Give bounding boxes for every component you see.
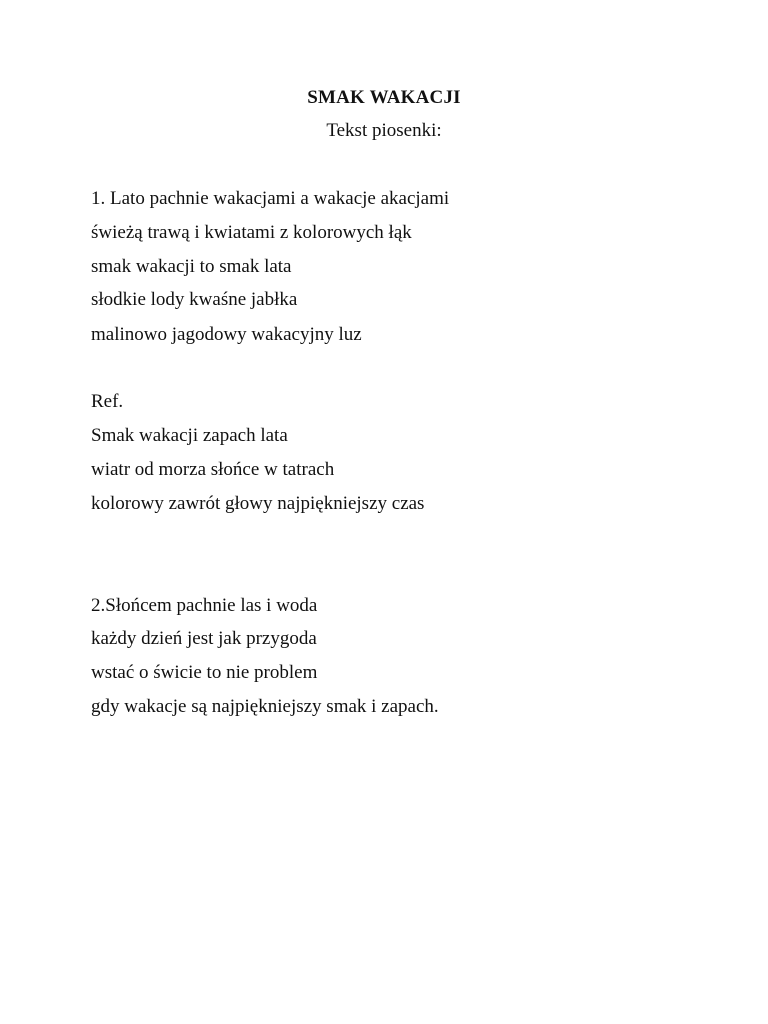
refrain-line-2: wiatr od morza słońce w tatrach [91, 459, 335, 480]
verse-2-line-3: wstać o świcie to nie problem [91, 662, 318, 683]
refrain-line-1: Smak wakacji zapach lata [91, 425, 288, 446]
verse-2-line-2: każdy dzień jest jak przygoda [91, 628, 317, 649]
verse-1-line-5: malinowo jagodowy wakacyjny luz [91, 324, 362, 345]
verse-1-line-2: świeżą trawą i kwiatami z kolorowych łąk [91, 222, 412, 243]
verse-1-line-4: słodkie lody kwaśne jabłka [91, 289, 298, 310]
verse-2-line-4: gdy wakacje są najpiękniejszy smak i zapach. [91, 696, 439, 717]
refrain-label: Ref. [91, 391, 124, 412]
verse-2-line-1: 2.Słońcem pachnie las i woda [91, 595, 318, 616]
subtitle-text: Tekst piosenki: [326, 120, 442, 141]
page-title: SMAK WAKACJI [307, 87, 461, 108]
verse-1-line-1: 1. Lato pachnie wakacjami a wakacje akacjami [91, 188, 450, 209]
page-subtitle [0, 119, 768, 143]
refrain-line-3: kolorowy zawrót głowy najpiękniejszy czas [91, 493, 425, 514]
verse-1-line-3: smak wakacji to smak lata [91, 256, 292, 277]
